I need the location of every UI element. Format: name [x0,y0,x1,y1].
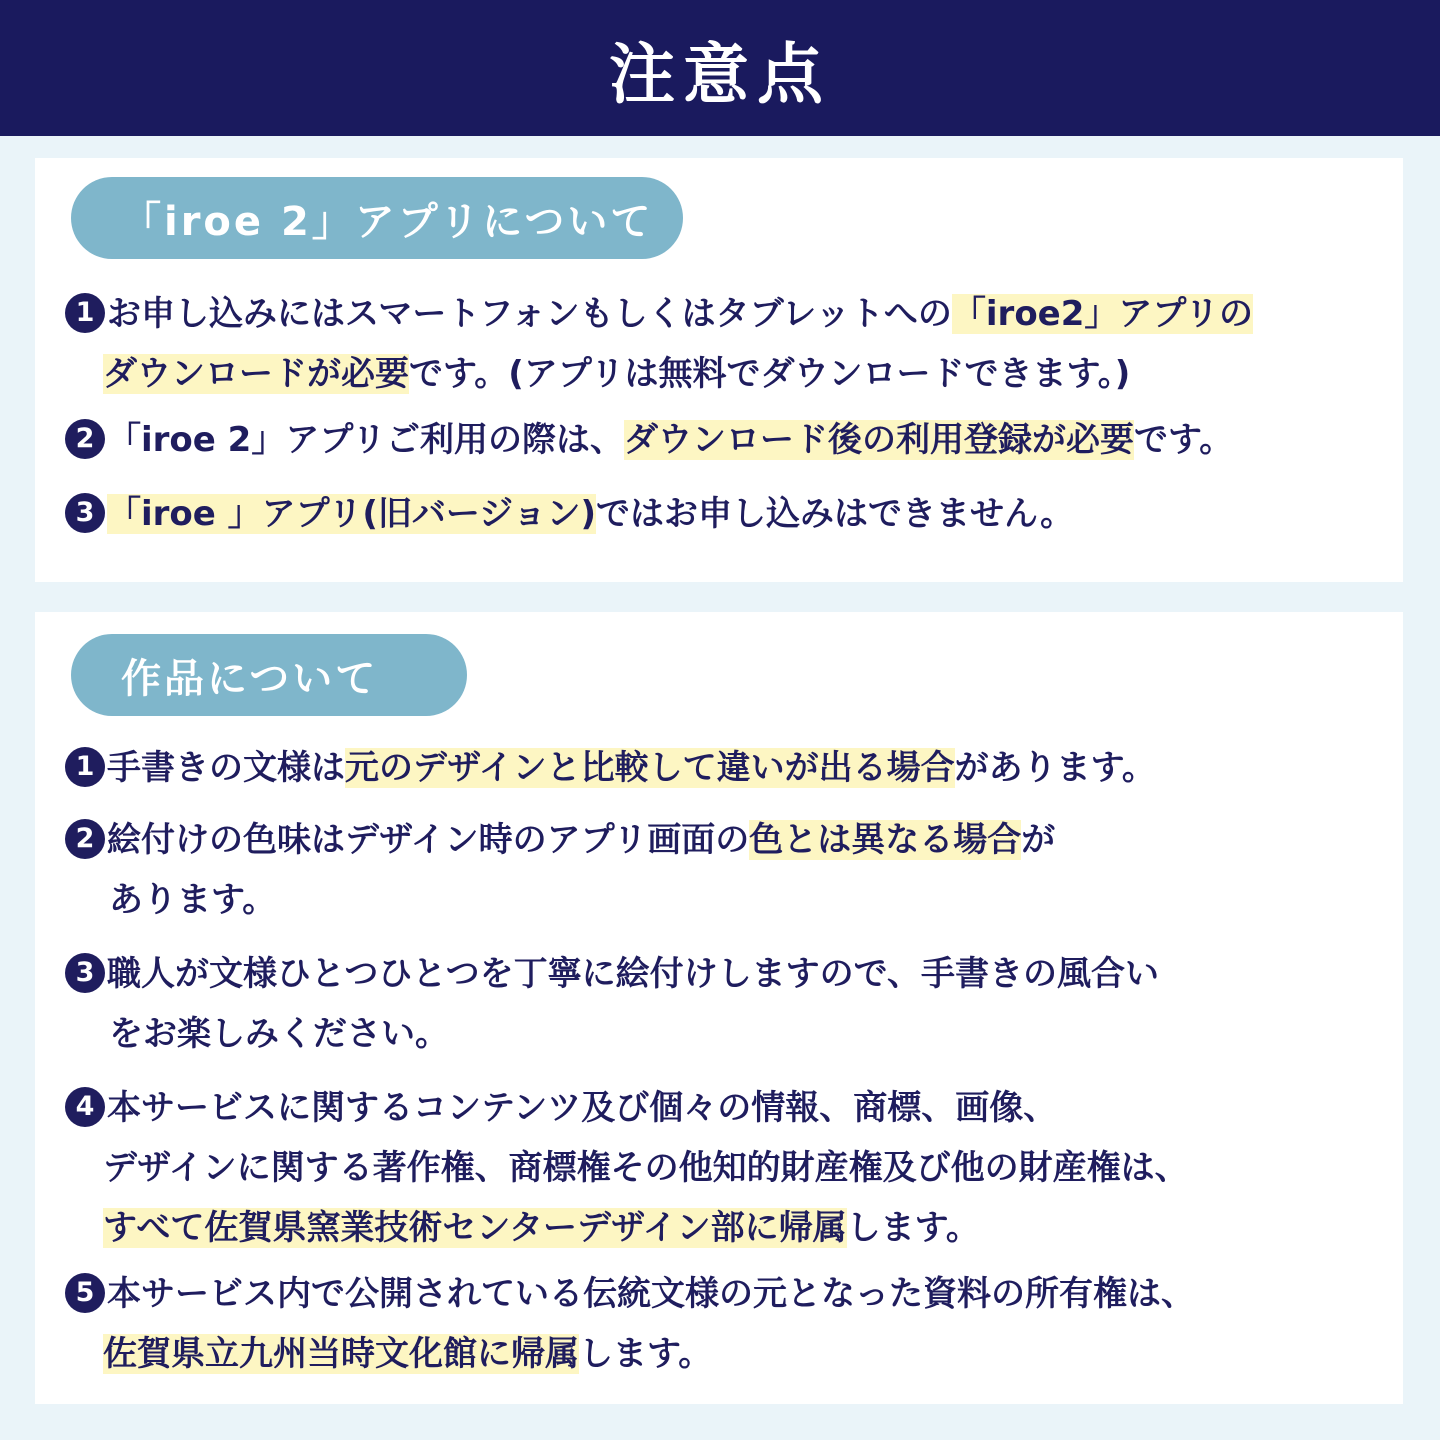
artwork-notice-card [35,612,1403,1404]
highlight-text: すべて佐賀県窯業技術センターデザイン部に帰属 [103,1208,847,1248]
section-title-pill: 作品について [71,634,467,716]
item-text: あります。 [109,880,277,920]
item-text: 本サービス内で公開されている伝統文様の元となった資料の所有権は、 [107,1274,1195,1314]
item-text: です。 [1133,420,1234,460]
number-badge: 3 [65,493,105,533]
item-text: 職人が文様ひとつひとつを丁寧に絵付けしますので、手書きの風合い [107,954,1159,994]
item-text: ではお申し込みはできません。 [596,494,1075,534]
item-text: 絵付けの色味はデザイン時のアプリ画面の [107,820,750,860]
item-text: デザインに関する著作権、商標権その他知的財産権及び他の財産権は、 [103,1148,1189,1188]
item-text: します。 [579,1334,713,1374]
item-text: お申し込みにはスマートフォンもしくはタブレットへの [107,294,952,334]
list-item [65,1264,1383,1384]
number-badge: 1 [65,293,105,333]
list-item [65,1078,1383,1258]
number-badge: 2 [65,419,105,459]
highlight-text: ダウンロードが必要 [103,354,409,394]
page-title: 注意点 [609,35,831,113]
highlight-text: 「iroe 」アプリ(旧バージョン) [107,494,597,534]
item-text: 「iroe 2」アプリご利用の際は、 [107,420,624,460]
list-item [65,738,1383,798]
app-notice-card [35,158,1403,582]
number-badge: 3 [65,953,105,993]
highlight-text: ダウンロード後の利用登録が必要 [623,420,1134,460]
item-text: があります。 [954,748,1156,788]
item-text: 本サービスに関するコンテンツ及び個々の情報、商標、画像、 [107,1088,1058,1128]
page-header [0,0,1440,136]
list-item [65,810,1383,930]
item-text: が [1021,820,1056,860]
highlight-text: 色とは異なる場合 [749,820,1022,860]
list-item [65,284,1383,404]
list-item [65,484,1383,544]
list-item [65,410,1383,470]
highlight-text: 「iroe2」アプリの [951,294,1254,334]
number-badge: 5 [65,1273,105,1313]
item-text: 手書きの文様は [107,748,345,788]
section-title-pill: 「iroe 2」アプリについて [71,177,683,259]
highlight-text: 佐賀県立九州当時文化館に帰属 [103,1334,579,1374]
highlight-text: 元のデザインと比較して違いが出る場合 [345,748,955,788]
number-badge: 2 [65,819,105,859]
number-badge: 4 [65,1087,105,1127]
item-text: です。(アプリは無料でダウンロードできます。) [409,354,1131,394]
item-text: をお楽しみください。 [109,1014,449,1054]
list-item [65,944,1383,1064]
item-text: します。 [846,1208,980,1248]
number-badge: 1 [65,747,105,787]
